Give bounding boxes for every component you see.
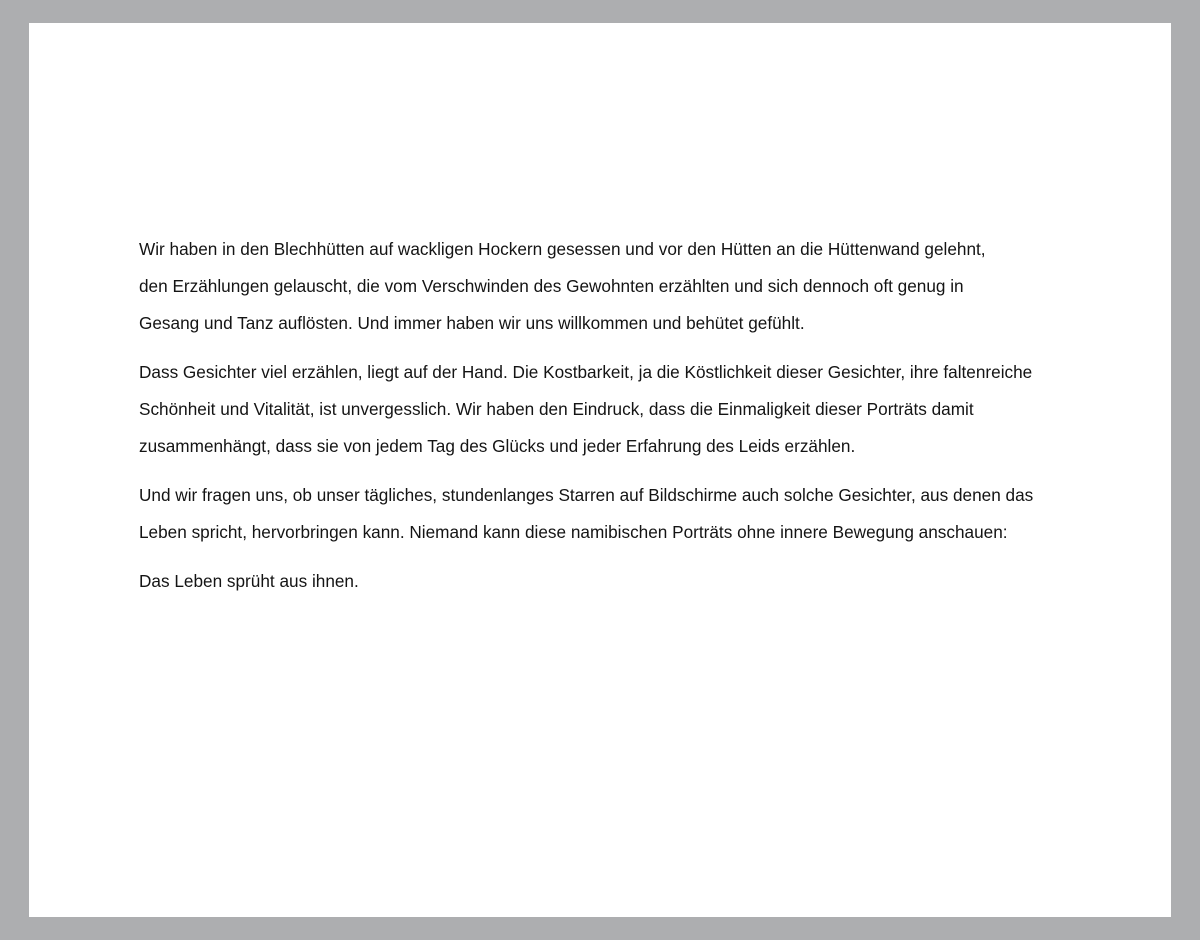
text-line: den Erzählungen gelauscht, die vom Verschwinden des Gewohnten erzählten und sich dennoch oft genug in [139,276,964,296]
text-line: Leben spricht, hervorbringen kann. Niemand kann diese namibischen Porträts ohne innere Bewegung anschauen: [139,522,1008,542]
text-line: Gesang und Tanz auflösten. Und immer haben wir uns willkommen und behütet gefühlt. [139,313,805,333]
paragraph-2 [139,354,1099,465]
body-text [139,231,1099,600]
paragraph-4 [139,563,1099,600]
text-line: zusammenhängt, dass sie von jedem Tag des Glücks und jeder Erfahrung des Leids erzählen. [139,436,856,456]
text-line: Und wir fragen uns, ob unser tägliches, stundenlanges Starren auf Bildschirme auch solche Gesichter, aus denen das [139,485,1034,505]
paragraph-1 [139,231,1099,342]
text-line: Dass Gesichter viel erzählen, liegt auf der Hand. Die Kostbarkeit, ja die Köstlichkeit dieser Gesichter, ihre faltenreiche [139,362,1033,382]
text-line: Wir haben in den Blechhütten auf wackligen Hockern gesessen und vor den Hütten an die Hüttenwand gelehnt, [139,239,986,259]
paragraph-3 [139,477,1099,551]
text-line: Das Leben sprüht aus ihnen. [139,571,359,591]
text-line: Schönheit und Vitalität, ist unvergesslich. Wir haben den Eindruck, dass die Einmaligkeit dieser Porträts damit [139,399,974,419]
document-page [29,23,1171,917]
